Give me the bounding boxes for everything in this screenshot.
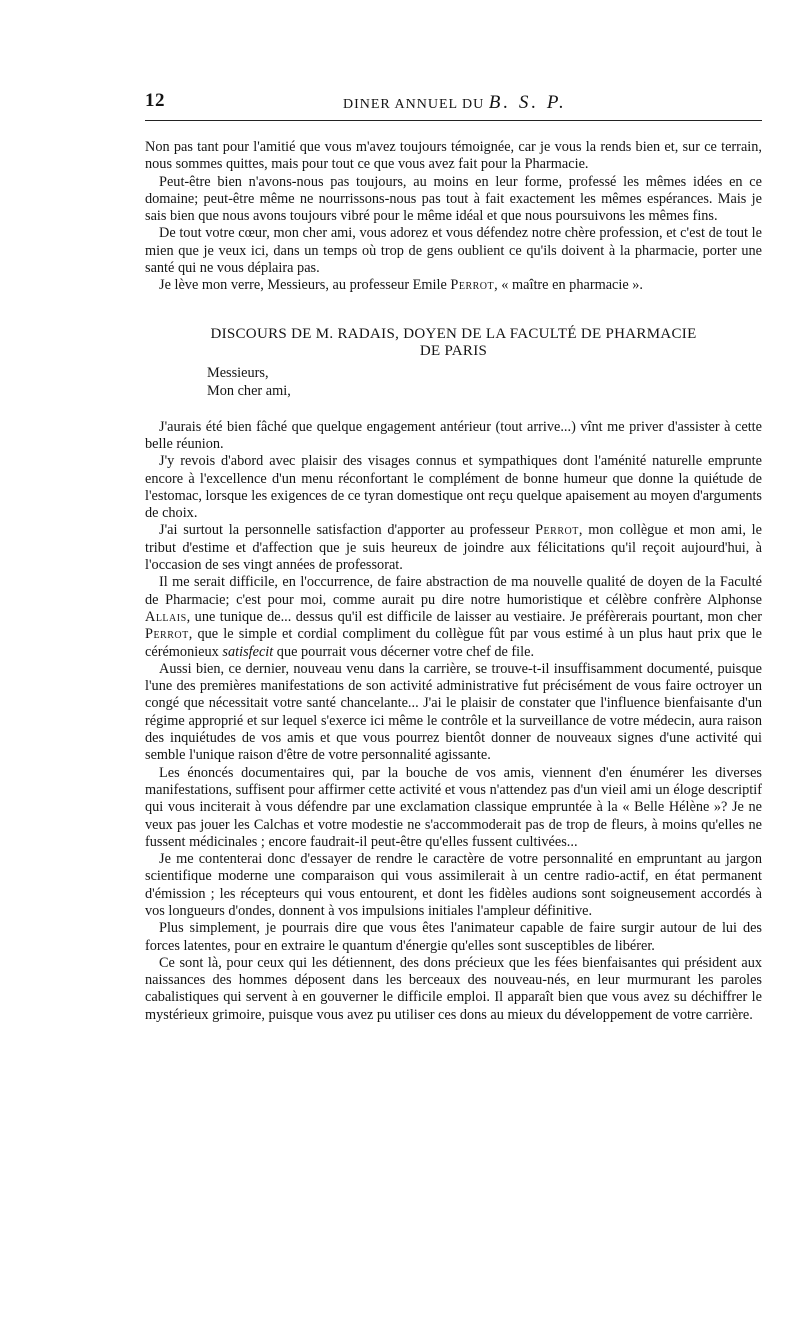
speech-paragraph-7: Je me contenterai donc d'essayer de rendre le caractère de votre personnalité en empruntant au jargon scientifique moderne une comparaison qui vous assimilerait à un centre radio-actif, en état permanent d'émission ; les récepteurs qui vous entourent, et dont les fidèles audions sont soigneusement accordés à vos longueurs d'ondes, donnent à vos impulsions initiales l'ampleur définitive. — [145, 851, 762, 919]
salutation-line-1: Messieurs, — [207, 364, 269, 381]
speech-paragraph-2: J'y revois d'abord avec plaisir des visages connus et sympathiques dont l'aménité naturelle emprunte encore à l'excellence d'un menu réconfortant le complément de bonne humeur que donne la quiétude de l'estomac, lorsque les exigences de ce tyran domestique ont reçu quelque apaisement au moyen d'arguments de choix. — [145, 453, 762, 522]
speech-paragraph-4-part-b: , une tunique de... dessus qu'il est difficile de laisser au vestiaire. Je préfèrerais pourtant, mon cher — [186, 608, 762, 625]
name-perrot: Perrot — [450, 277, 495, 294]
toast-paragraph-4 — [145, 277, 762, 294]
speech-heading-line-2: DE PARIS — [419, 342, 488, 359]
running-head — [343, 92, 567, 114]
book-page — [145, 86, 762, 1024]
name-perrot: Perrot — [535, 522, 579, 539]
salutation — [207, 364, 762, 400]
toast-closing-text: Je lève mon verre, Messieurs, au professeur Emile — [159, 277, 451, 294]
speech-paragraph-4-part-c: , que le simple et cordial compliment du collègue fût par vous estimé à un plus haut prix que le cérémonieux — [145, 626, 762, 660]
latin-term: satisfecit — [222, 643, 274, 660]
speech-paragraph-4-part-a: Il me serait difficile, en l'occurrence, de faire abstraction de ma nouvelle qualité de doyen de la Faculté de Pharmacie; c'est pour moi, comme aurait pu dire notre humoristique et célèbre confrère Alphonse — [145, 574, 762, 608]
speech-paragraph-4-part-d: que pourrait vous décerner votre chef de file. — [273, 643, 535, 660]
speech-paragraph-3-start: J'ai surtout la personnelle satisfaction d'apporter au professeur — [159, 522, 536, 539]
salutation-line-2: Mon cher ami, — [207, 382, 291, 399]
page-number: 12 — [145, 90, 165, 111]
toast-section — [145, 139, 762, 295]
speech-body — [145, 419, 762, 1024]
speech-heading-line-1: DISCOURS DE M. RADAIS, DOYEN DE LA FACULTÉ DE PHARMACIE — [210, 325, 697, 342]
toast-paragraph-3: De tout votre cœur, mon cher ami, vous adorez et vous défendez notre chère profession, et c'est de tout le mien que je veux ici, dans un temps où trop de gens oublient ce qu'ils doivent à la pharmacie, porter une santé qui ne vous déplaira pas. — [145, 225, 762, 277]
speech-paragraph-9: Ce sont là, pour ceux qui les détiennent, des dons précieux que les fées bienfaisantes qui président aux naissances des hommes déposent dans les berceaux des nouveau-nés, en leur murmurant les paroles cabalistiques qui servent à en gouverner le difficile emploi. Il apparaît bien que vous avez su déchiffrer le mystérieux grimoire, puisque vous avez pu utiliser ces dons au mieux du développement de votre carrière. — [145, 954, 762, 1023]
page-header — [145, 86, 762, 120]
speech-heading — [145, 326, 762, 360]
toast-paragraph-1: Non pas tant pour l'amitié que vous m'avez toujours témoignée, car je vous la rends bien et, sur ce terrain, nous sommes quittes, mais pour tout ce que vous avez fait pour la Pharmacie. — [145, 139, 762, 173]
speech-paragraph-6: Les énoncés documentaires qui, par la bouche de vos amis, viennent d'en énumérer les diverses manifestations, suffisent pour affirmer cette activité et vous n'attendez pas d'un vieil ami un éloge descriptif qui vous inciterait à vous défendre par une exclamation classique empruntée à la « Belle Hélène »? Je ne veux pas jouer les Calchas et votre modestie ne s'accommoderait pas de trop de fleurs, à moins qu'elles ne fussent médicinales ; encore faudrait-il peut-être qu'elles fussent cultivées... — [145, 764, 762, 850]
name-allais: Allais — [145, 608, 187, 625]
name-perrot: Perrot — [145, 626, 189, 643]
speech-paragraph-8: Plus simplement, je pourrais dire que vous êtes l'animateur capable de faire surgir autour de lui des forces latentes, pour en extraire le quantum d'énergie qu'elles sont susceptibles de libérer. — [145, 920, 762, 954]
speech-paragraph-4 — [145, 574, 762, 660]
speech-paragraph-3 — [145, 522, 762, 574]
header-rule — [145, 120, 762, 121]
toast-closing-tail: , « maître en pharmacie ». — [494, 277, 644, 294]
speech-paragraph-1: J'aurais été bien fâché que quelque engagement antérieur (tout arrive...) vînt me priver d'assister à cette belle réunion. — [145, 418, 762, 452]
running-head-prefix: DINER ANNUEL DU — [343, 97, 485, 112]
running-head-abbr: B. S. P. — [488, 92, 567, 113]
speech-paragraph-3-end: , mon collègue et mon ami, le tribut d'estime et d'affection que je suis heureux de joindre aux félicitations qu'il reçoit aujourd'hui, à l'occasion de ses vingt années de professorat. — [145, 522, 762, 574]
toast-paragraph-2: Peut-être bien n'avons-nous pas toujours, au moins en leur forme, professé les mêmes idées en ce domaine; peut-être même ne nourrissons-nous pas tout à fait exactement les mêmes espérances. Mais je sais bien que nous avons toujours vibré pour le même idéal et que nous poursuivons les mêmes fins. — [145, 173, 762, 225]
speech-paragraph-5: Aussi bien, ce dernier, nouveau venu dans la carrière, se trouve-t-il insuffisamment documenté, puisque l'une des premières manifestations de son activité administrative fut précisément de vous faire octroyer un congé que nécessitait votre santé chancelante... J'ai le plaisir de constater que l'influence bienfaisante d'un régime approprié et sur lequel s'exerce ici même le contrôle et la surveillance de votre médecin, aura raison des inquiétudes de vos amis et que vous pourrez bientôt donner de nouveaux signes d'une activité qui semble l'unique raison d'être de votre personnalité agissante. — [145, 660, 762, 764]
